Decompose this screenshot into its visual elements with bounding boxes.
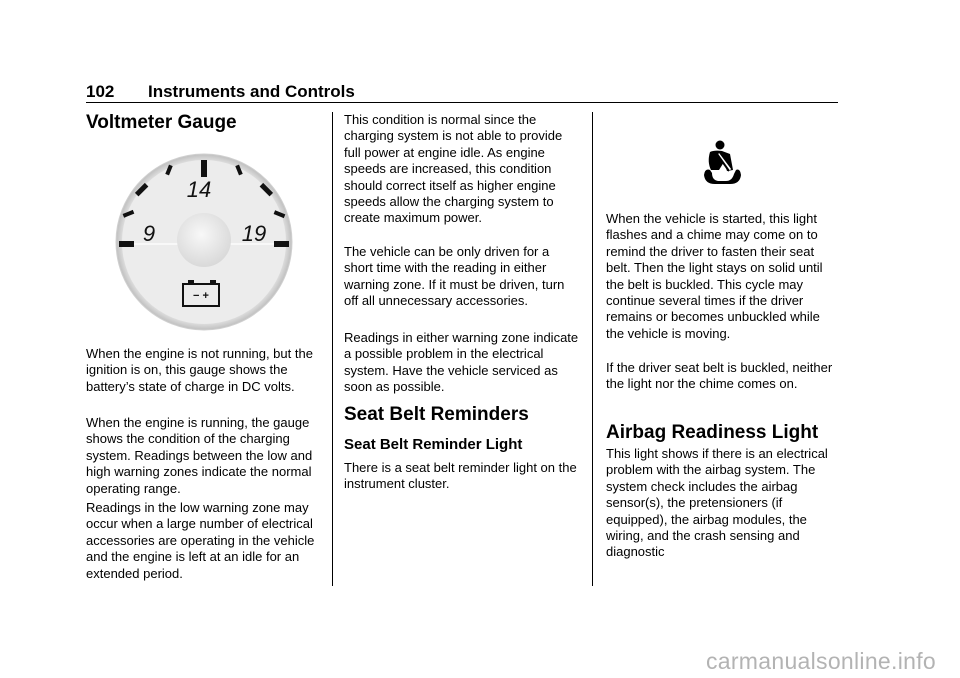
voltmeter-paragraph-2: When the engine is running, the gauge shows the condition of the charging system. Readings between the low and high warning zones indicate the normal operating range. [86,415,313,496]
voltmeter-paragraph-5: The vehicle can be only driven for a short time with the reading in either warning zone. If it must be driven, turn off all unnecessary accessories. [344,244,565,309]
page-header [86,82,838,104]
voltmeter-paragraph-1: When the engine is not running, but the ignition is on, this gauge shows the battery’s state of charge in DC volts. [86,346,313,394]
seat-belt-paragraph-2: When the vehicle is started, this light flashes and a chime may come on to remind the driver to fasten their seat belt. Then the light stays on solid until the belt is buckled. This cycle may continue several times if the driver remains or becomes unbuckled while the vehicle is moving. [606,211,823,341]
voltmeter-gauge-icon [114,150,294,334]
column-divider [592,112,593,586]
voltmeter-paragraph-4: This condition is normal since the charging system is not able to provide full power at engine idle. As engine speeds are increased, this condition should correct itself as higher engine speeds allow the charging system to create maximum power. [344,112,563,226]
page-number: 102 [86,82,115,101]
seat-belt-paragraph-3: If the driver seat belt is buckled, neither the light nor the chime comes on. [606,360,833,392]
gauge-label-high: 19 [241,221,267,246]
battery-symbols: − + [193,290,209,302]
seat-belt-icon [700,140,746,184]
gauge-label-mid: 14 [186,177,212,202]
voltmeter-paragraph-6: Readings in either warning zone indicate a possible problem in the electrical system. Have the vehicle serviced as soon as possible. [344,330,579,395]
seat-belt-reminders-heading: Seat Belt Reminders [344,404,529,425]
seat-belt-reminder-light-subheading: Seat Belt Reminder Light [344,436,523,453]
gauge-label-low: 9 [142,221,156,246]
seat-belt-paragraph-1: There is a seat belt reminder light on the instrument cluster. [344,460,577,492]
airbag-readiness-heading: Airbag Readiness Light [606,422,819,443]
voltmeter-gauge-figure [114,150,294,334]
airbag-paragraph-1: This light shows if there is an electrical problem with the airbag system. The system check includes the airbag sensor(s), the pretensioners (if equipped), the airbag modules, the wiring, and the crash sensing and diagnostic [606,446,828,560]
header-rule [86,102,838,103]
section-title: Instruments and Controls [148,82,355,101]
watermark-text: carmanualsonline.info [705,648,936,674]
column-divider [332,112,333,586]
seat-belt-reminder-figure [700,140,746,184]
column-left [86,112,322,134]
voltmeter-heading: Voltmeter Gauge [86,112,237,133]
voltmeter-paragraph-3: Readings in the low warning zone may occur when a large number of electrical accessories are operating in the vehicle and the engine is left at an idle for an extended period. [86,500,315,581]
